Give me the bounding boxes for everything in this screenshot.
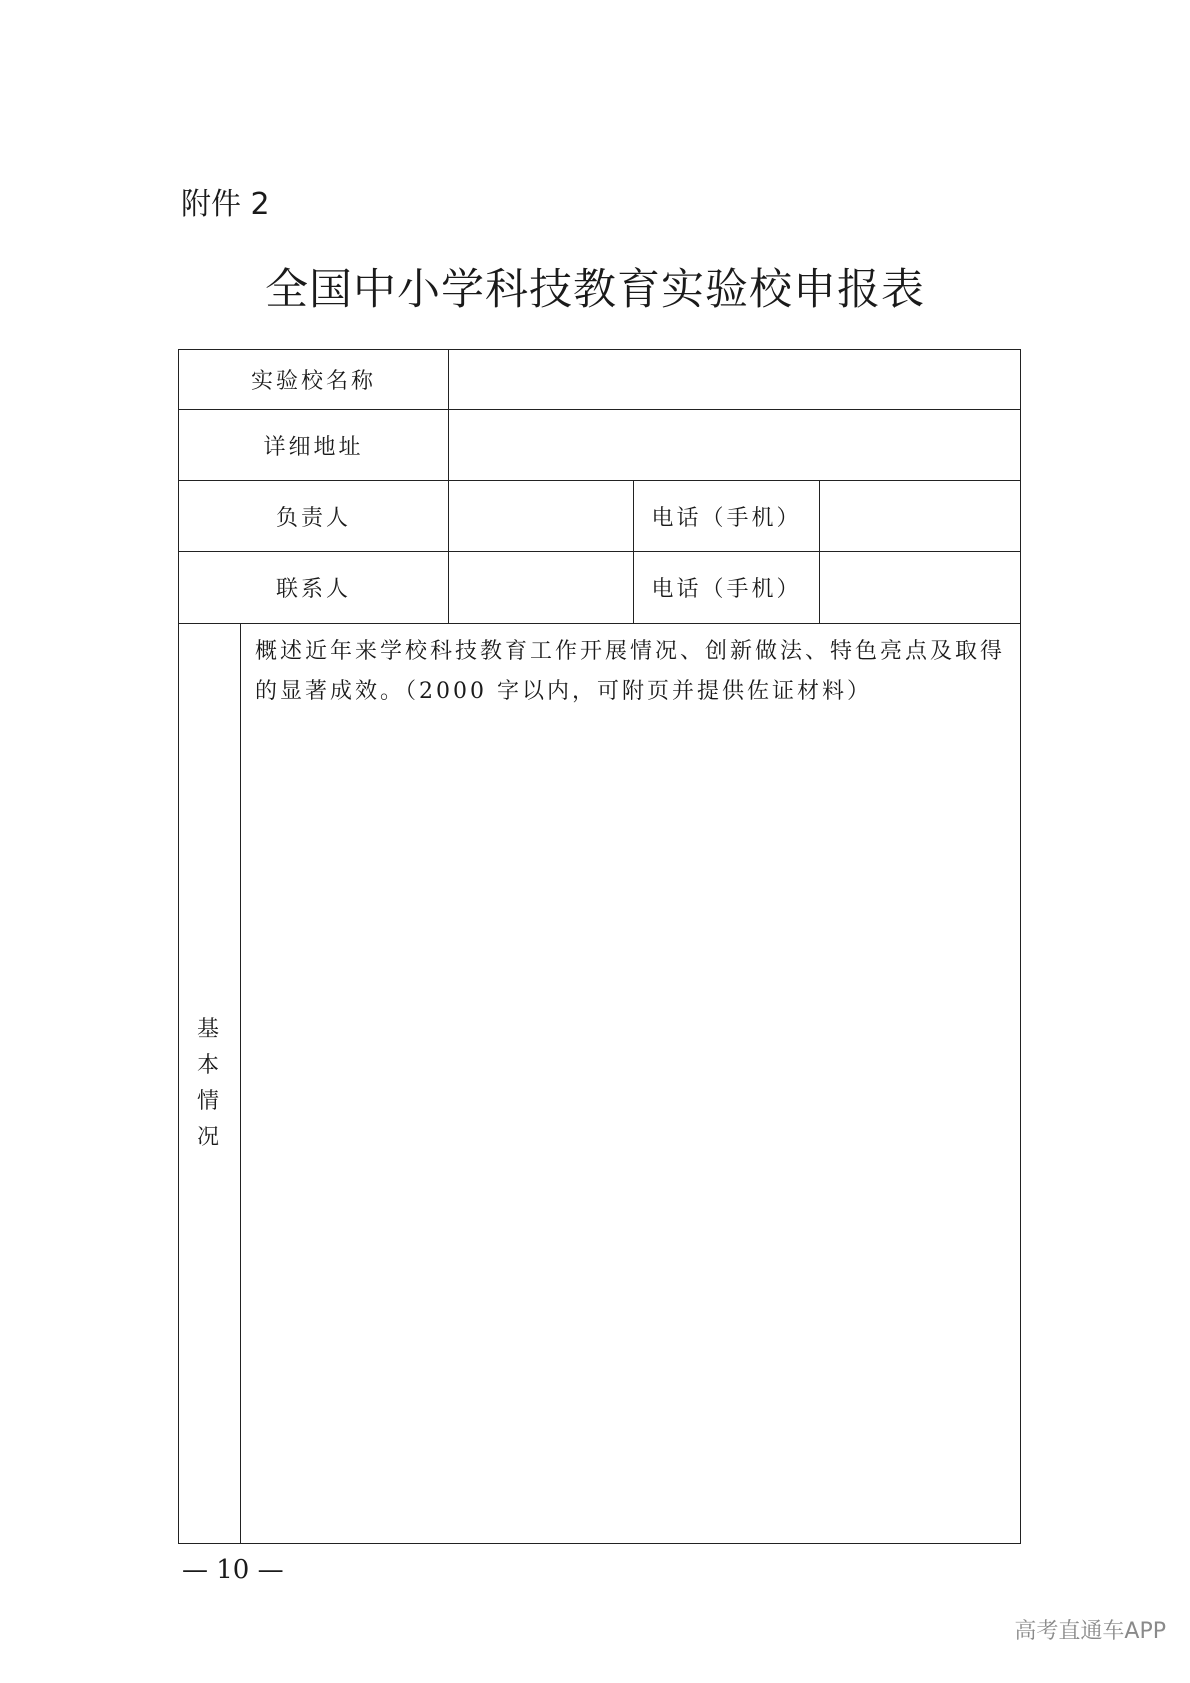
basic-info-label-char: 基 [196,1016,222,1042]
school-name-field[interactable] [449,350,1021,410]
basic-info-description: 概述近年来学校科技教育工作开展情况、创新做法、特色亮点及取得的显著成效。（2000 字以内，可附页并提供佐证材料） [255,639,1006,704]
school-name-row [179,350,1021,410]
contact-row [179,552,1021,624]
school-name-label: 实验校名称 [179,350,449,410]
principal-phone-field[interactable] [820,481,1021,552]
basic-info-field[interactable] [241,624,1021,1544]
contact-field[interactable] [449,552,634,624]
basic-info-label-char: 况 [196,1124,222,1150]
contact-label: 联系人 [179,552,449,624]
basic-info-label-char: 本 [196,1052,222,1078]
principal-row [179,481,1021,552]
address-row [179,410,1021,481]
principal-field[interactable] [449,481,634,552]
form-title: 全国中小学科技教育实验校申报表 [265,265,925,315]
basic-info-label-char: 情 [196,1088,222,1114]
principal-phone-label: 电话（手机） [634,481,820,552]
contact-phone-label: 电话（手机） [634,552,820,624]
contact-phone-field[interactable] [820,552,1021,624]
address-field[interactable] [449,410,1021,481]
principal-label: 负责人 [179,481,449,552]
basic-info-label [179,624,241,1544]
basic-info-row [179,624,1021,1544]
watermark-text: 高考直通车APP [1014,1619,1166,1644]
page-number: — 10 — [182,1555,284,1585]
application-form-table [178,349,1021,1544]
attachment-label: 附件 2 [181,187,270,222]
address-label: 详细地址 [179,410,449,481]
